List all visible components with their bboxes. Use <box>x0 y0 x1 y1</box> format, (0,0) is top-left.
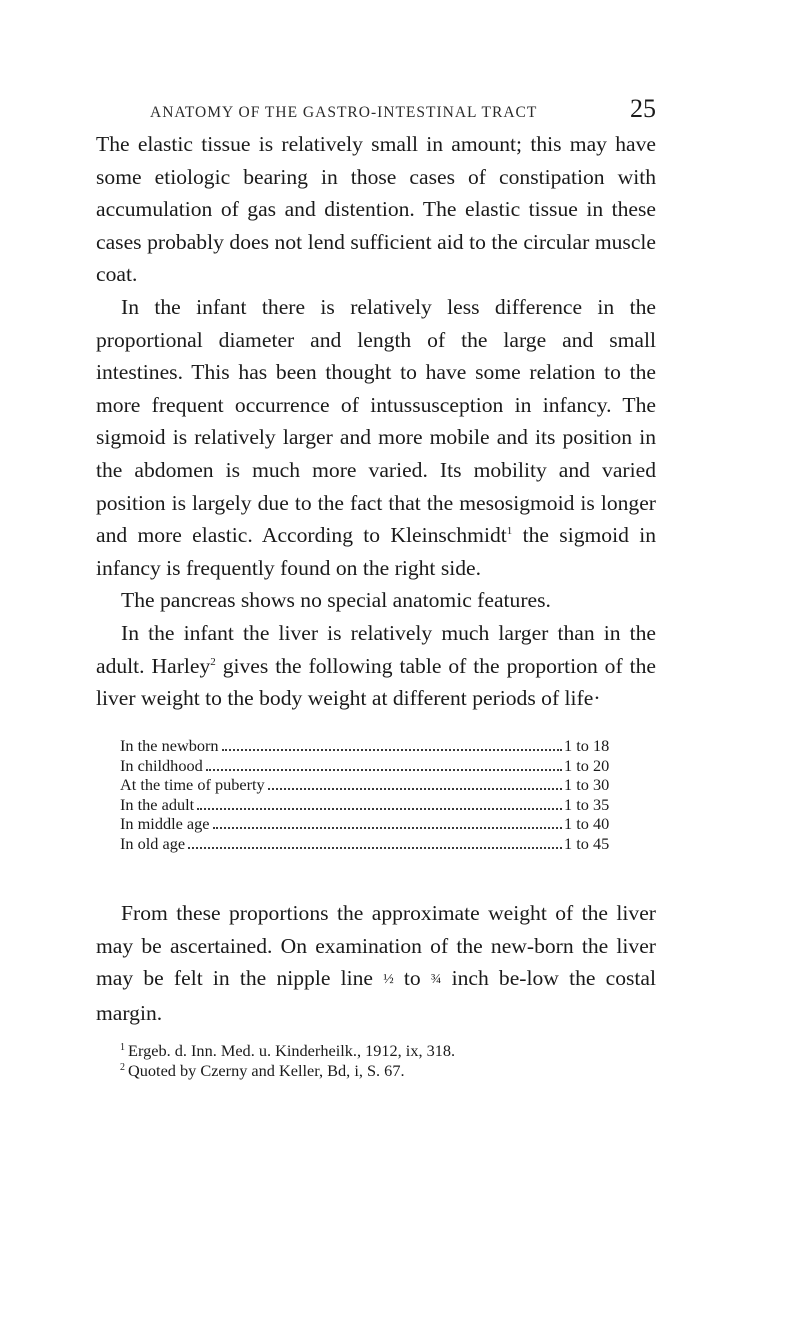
paragraph-elastic-tissue: The elastic tissue is relatively small in amount; this may have some etiologic bearing in those cases of constipation with accumulation of gas and distention. The elastic tissue in these cases probably does not lend sufficient aid to the circular muscle coat. <box>96 132 656 287</box>
table-row <box>120 814 632 834</box>
footnote-text: Ergeb. d. Inn. Med. u. Kinderheilk., 1912, ix, 318. <box>128 1041 456 1060</box>
running-title: ANATOMY OF THE GASTRO-INTESTINAL TRACT <box>150 104 538 121</box>
row-value: 1 to 40 <box>564 814 610 833</box>
row-value: 1 to 35 <box>564 794 610 814</box>
footnote <box>120 1061 660 1081</box>
body-text-continued <box>96 897 656 1029</box>
paragraph-text: gives the following table of the proportion of the liver weight to the body weight at different periods of life· <box>96 653 656 711</box>
paragraph-text: In the infant there is relatively less difference in the proportional diameter and length of the large and small intestines. This has been thought to have some relation to the more frequent occurrence of intussusception in infancy. The sigmoid is relatively larger and more mobile and its position in the abdomen is much more varied. Its mobility and varied position is largely due to the fact that the mesosigmoid is longer and more elastic. According to Kleinschmidt <box>96 294 656 548</box>
row-value: 1 to 18 <box>564 736 610 755</box>
paragraph-text: to <box>393 966 431 991</box>
dot-leader <box>197 808 562 810</box>
table-row <box>120 756 632 776</box>
dot-leader <box>222 749 562 751</box>
footnotes <box>120 1041 660 1081</box>
fraction-half: ½ <box>383 972 394 988</box>
dot-leader <box>268 788 562 790</box>
table-row <box>120 834 632 854</box>
paragraph-text: the sigmoid in infancy is frequently found on the right side. <box>96 523 656 580</box>
footnote-reference: 2 <box>210 655 216 668</box>
footnote-text: Quoted by Czerny and Keller, Bd, i, S. 67. <box>128 1061 405 1080</box>
liver-weight-table <box>120 736 632 853</box>
dot-leader <box>206 769 562 771</box>
row-label: In the newborn <box>120 736 219 755</box>
paragraph-text: From these proportions the approximate weight of the liver may be ascertained. On examination of the new-born the liver may be felt in the nipple line <box>96 901 656 991</box>
table-row <box>120 795 632 815</box>
row-label: In old age <box>120 833 186 853</box>
body-text <box>96 128 656 715</box>
footnote-mark: 1 <box>120 1042 125 1053</box>
row-value: 1 to 45 <box>564 833 610 853</box>
footnote <box>120 1041 660 1061</box>
paragraph-liver-weight <box>96 897 656 1029</box>
row-value: 1 to 30 <box>564 775 610 794</box>
paragraph-pancreas: The pancreas shows no special anatomic features. <box>121 588 551 613</box>
table-row <box>120 736 632 756</box>
table-row <box>120 775 632 795</box>
paragraph-liver <box>96 617 656 715</box>
row-label: In middle age <box>120 814 210 833</box>
page-number: 25 <box>630 94 656 123</box>
dot-leader <box>213 827 562 829</box>
row-value: 1 to 20 <box>564 755 610 775</box>
running-head <box>150 94 656 124</box>
row-label: In the adult <box>120 794 195 814</box>
row-label: In childhood <box>120 755 203 775</box>
footnote-reference: 1 <box>506 525 513 538</box>
paragraph-text: In the infant the liver is relatively much larger than in the adult. Harley <box>96 620 656 678</box>
row-label: At the time of puberty <box>120 775 265 794</box>
dot-leader <box>188 847 562 849</box>
paragraph-infant-intestines <box>96 291 656 584</box>
footnote-mark: 2 <box>120 1062 125 1073</box>
fraction-three-quarters: ¾ <box>430 972 442 988</box>
paragraph-text: inch be-low the costal margin. <box>96 966 657 1025</box>
